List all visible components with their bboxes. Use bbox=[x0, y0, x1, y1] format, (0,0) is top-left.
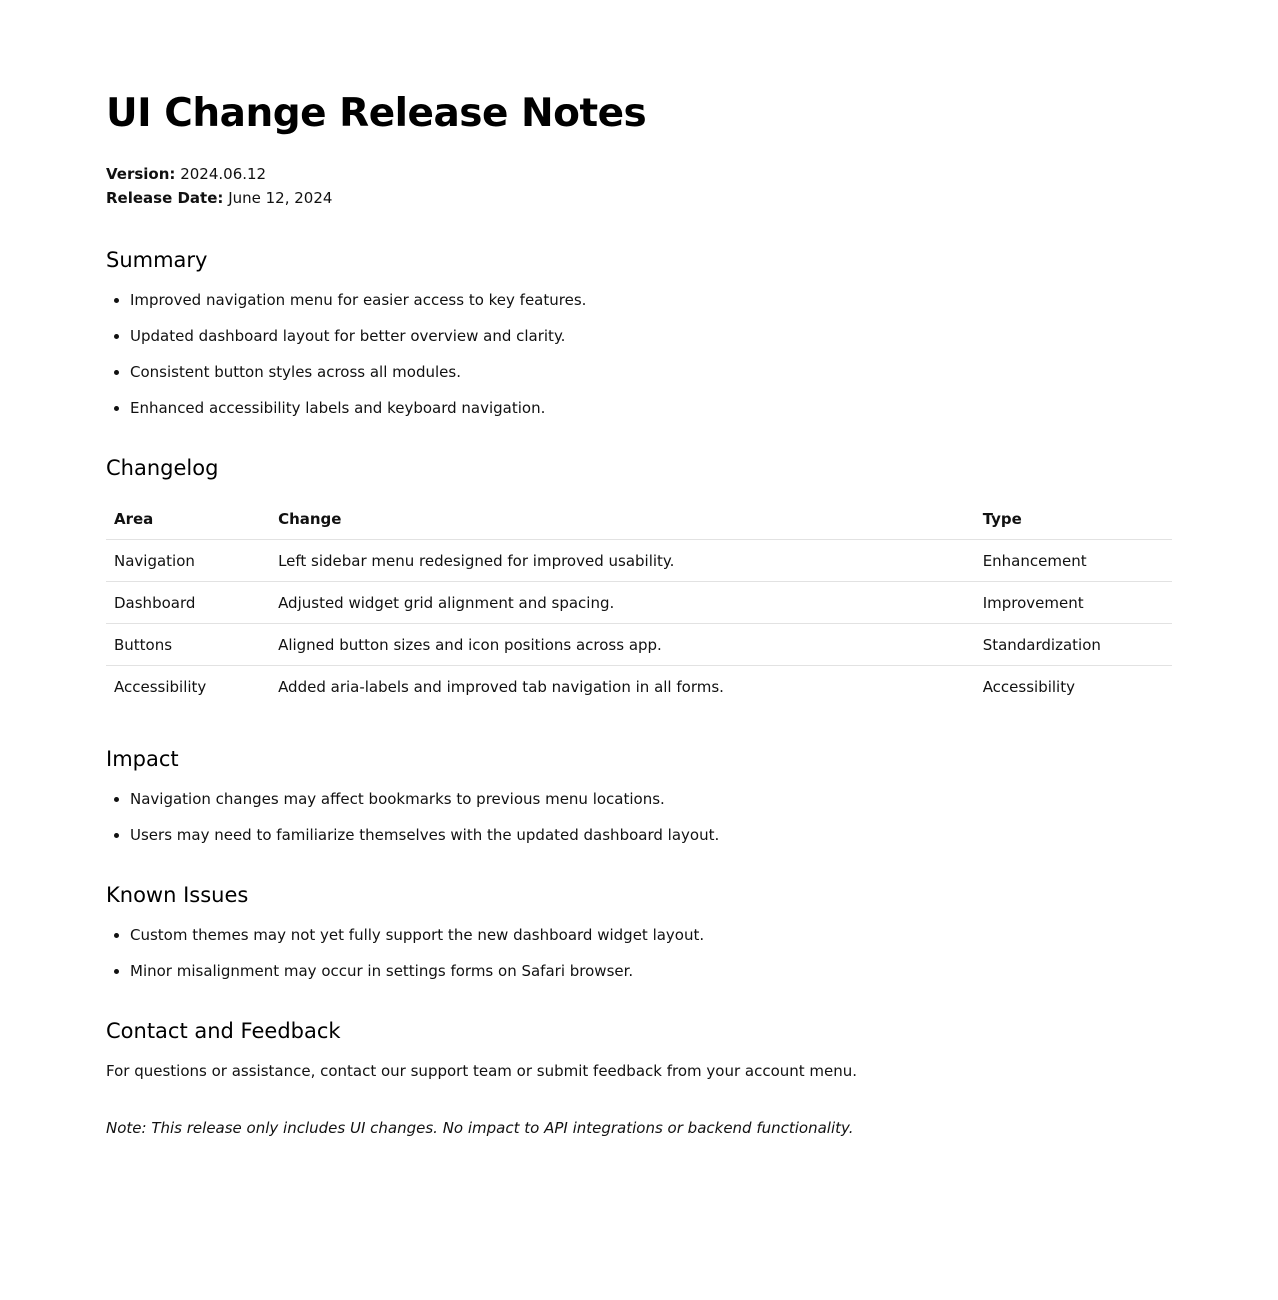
cell-area: Navigation bbox=[106, 540, 270, 582]
version-label: Version: bbox=[106, 165, 176, 183]
release-note: Note: This release only includes UI changes. No impact to API integrations or backend functionality. bbox=[106, 1119, 854, 1137]
list-item: • Improved navigation menu for easier access to key features. bbox=[130, 290, 1172, 310]
release-notes-document bbox=[106, 0, 1172, 1138]
version-value: 2024.06.12 bbox=[180, 165, 267, 183]
release-date-label: Release Date: bbox=[106, 189, 224, 207]
cell-change: Added aria-labels and improved tab navigation in all forms. bbox=[278, 677, 724, 696]
list-item: • Custom themes may not yet fully support the new dashboard widget layout. bbox=[130, 925, 1172, 945]
changelog-table bbox=[106, 498, 1172, 707]
cell-area: Buttons bbox=[106, 624, 270, 666]
impact-list bbox=[106, 789, 1172, 845]
contact-heading: Contact and Feedback bbox=[106, 1019, 341, 1043]
list-item: • Navigation changes may affect bookmarks to previous menu locations. bbox=[130, 789, 1172, 809]
table-row bbox=[106, 624, 1172, 666]
impact-heading: Impact bbox=[106, 747, 179, 771]
cell-type: Standardization bbox=[975, 624, 1172, 666]
release-meta bbox=[106, 162, 1172, 210]
changelog-heading: Changelog bbox=[106, 456, 219, 480]
table-row bbox=[106, 540, 1172, 582]
cell-change: Adjusted widget grid alignment and spacing. bbox=[270, 582, 975, 624]
release-date-value: June 12, 2024 bbox=[228, 189, 333, 207]
cell-type: Enhancement bbox=[975, 540, 1172, 582]
cell-type: Accessibility bbox=[982, 677, 1075, 696]
column-header-change: Change bbox=[270, 498, 975, 540]
list-item: • Updated dashboard layout for better overview and clarity. bbox=[130, 326, 1172, 346]
summary-list bbox=[106, 290, 1172, 418]
table-header-row bbox=[106, 498, 1172, 540]
list-item: • Users may need to familiarize themselves with the updated dashboard layout. bbox=[130, 825, 1172, 845]
summary-heading: Summary bbox=[106, 248, 208, 272]
list-item: • Minor misalignment may occur in settings forms on Safari browser. bbox=[130, 961, 1172, 981]
release-date-line bbox=[106, 186, 1172, 210]
cell-area: Dashboard bbox=[106, 582, 270, 624]
cell-area: Accessibility bbox=[114, 677, 207, 696]
known-issues-list bbox=[106, 925, 1172, 981]
contact-text: For questions or assistance, contact our support team or submit feedback from your account menu. bbox=[106, 1062, 858, 1080]
version-line bbox=[106, 162, 1172, 186]
column-header-area: Area bbox=[106, 498, 270, 540]
cell-change: Aligned button sizes and icon positions across app. bbox=[270, 624, 975, 666]
table-row bbox=[106, 582, 1172, 624]
table-row bbox=[106, 666, 1172, 708]
list-item: • Consistent button styles across all modules. bbox=[130, 362, 1172, 382]
cell-change: Left sidebar menu redesigned for improved usability. bbox=[270, 540, 975, 582]
column-header-type: Type bbox=[975, 498, 1172, 540]
list-item: • Enhanced accessibility labels and keyboard navigation. bbox=[130, 398, 1172, 418]
known-issues-heading: Known Issues bbox=[106, 883, 249, 907]
page-title: UI Change Release Notes bbox=[106, 91, 647, 136]
cell-type: Improvement bbox=[975, 582, 1172, 624]
